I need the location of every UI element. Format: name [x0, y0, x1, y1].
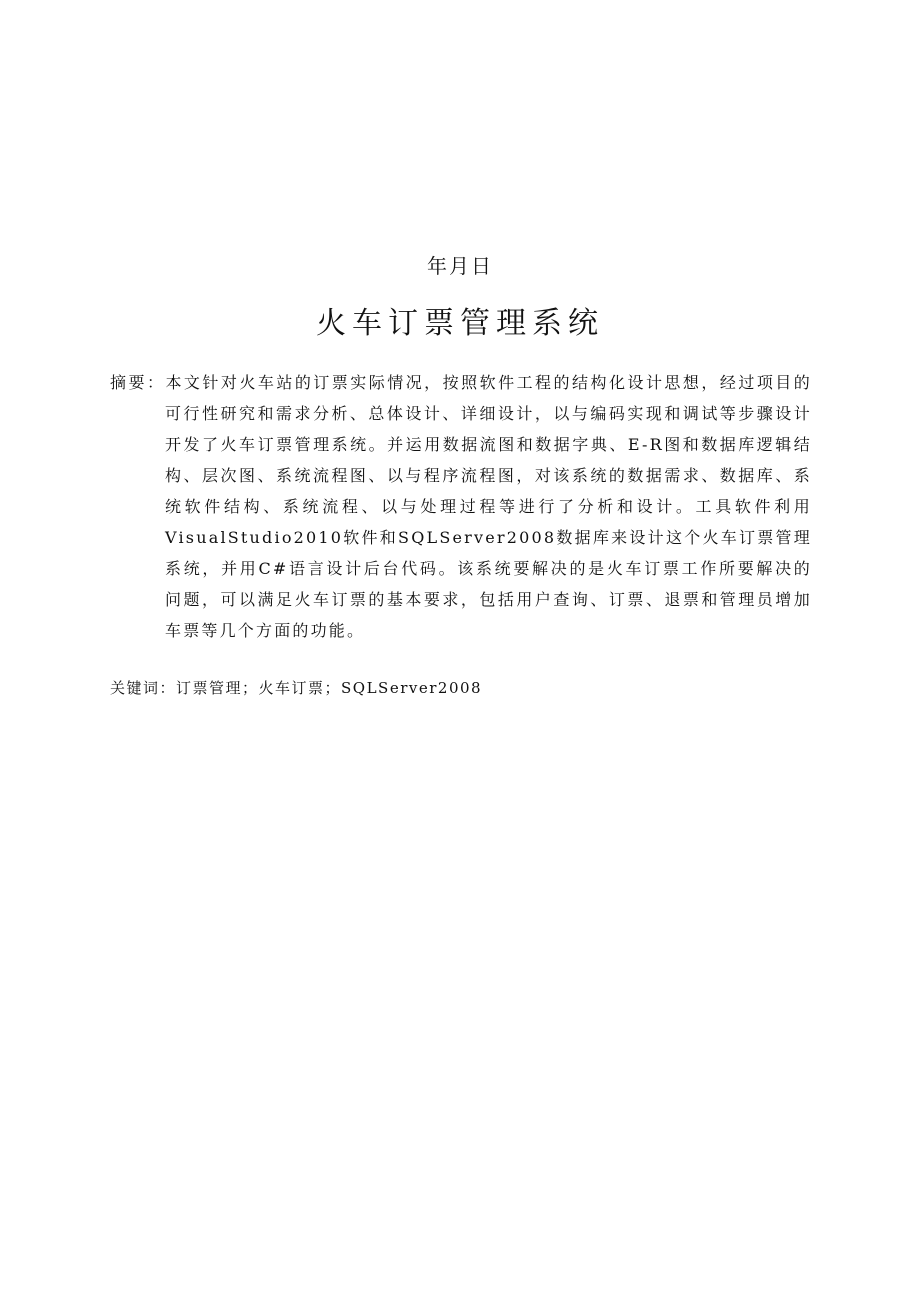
- keywords-text: 订票管理；火车订票；SQLServer2008: [176, 679, 483, 697]
- keywords-label: 关键词：: [110, 679, 177, 697]
- abstract-text: 本文针对火车站的订票实际情况，按照软件工程的结构化设计思想，经过项目的可行性研究和需求分析、总体设计、详细设计，以与编码实现和调试等步骤设计开发了火车订票管理系统。并运用数据流图和数据字典、E-R图和数据库逻辑结构、层次图、系统流程图、以与程序流程图，对该系统的数据需求、数据库、系统软件结构、系统流程、以与处理过程等进行了分析和设计。工具软件利用VisualStudio2010软件和SQLServer2008数据库来设计这个火车订票管理系统，并用C#语言设计后台代码。该系统要解决的是火车订票工作所要解决的问题，可以满足火车订票的基本要求，包括用户查询、订票、退票和管理员增加车票等几个方面的功能。: [165, 373, 812, 640]
- abstract-section: [110, 367, 812, 646]
- document-title: 火车订票管理系统: [316, 306, 604, 341]
- date-line: 年月日: [427, 254, 493, 278]
- keywords-section: [110, 676, 812, 700]
- abstract-paragraph: [110, 367, 812, 646]
- abstract-label: 摘要：: [110, 373, 166, 392]
